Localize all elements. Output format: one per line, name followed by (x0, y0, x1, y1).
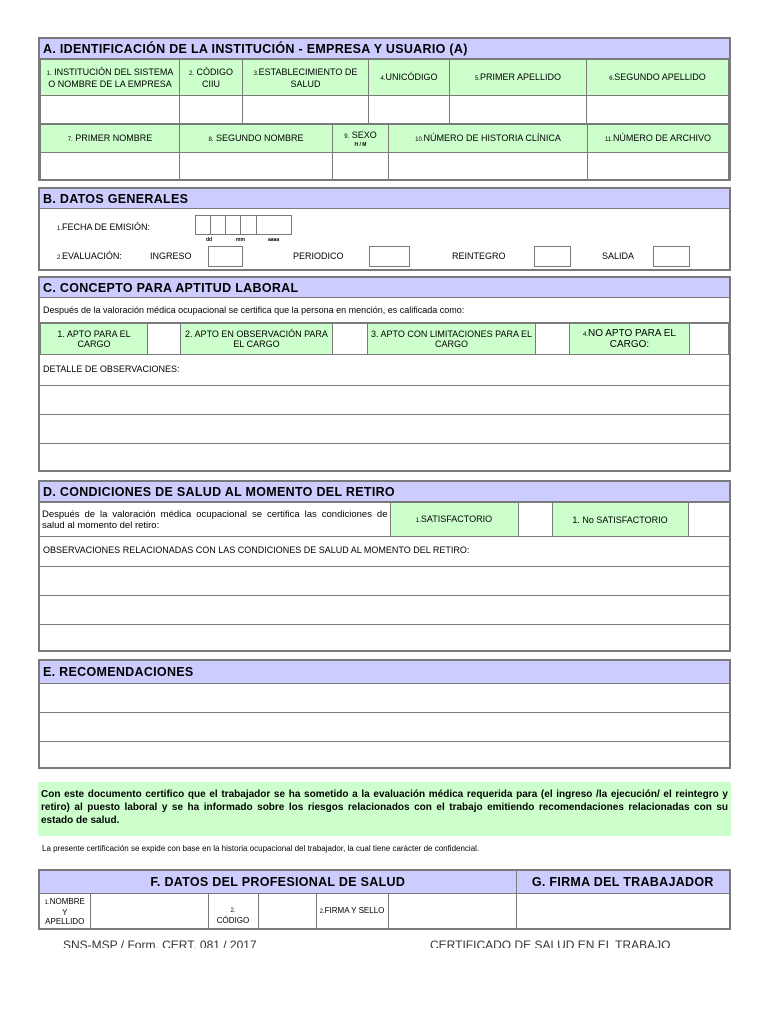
section-c-intro: Después de la valoración médica ocupacional se certifica que la persona en mención, es calificada como: (40, 298, 729, 323)
detalle-observaciones-label: DETALLE DE OBSERVACIONES: (40, 355, 729, 386)
section-c (38, 276, 731, 472)
input-primer-nombre[interactable] (41, 153, 180, 181)
fecha-aaaa[interactable] (256, 215, 292, 235)
no-apto-label: 4.NO APTO PARA EL CARGO: (570, 324, 690, 355)
input-historia-clinica[interactable] (389, 153, 588, 181)
aaaa-caption: aaaa (268, 237, 280, 243)
firma-sello-label: 2.FIRMA Y SELLO (316, 893, 388, 929)
input-institucion[interactable] (41, 96, 180, 124)
input-primer-apellido[interactable] (450, 96, 587, 124)
condiciones-options (40, 502, 729, 537)
observaciones-retiro-label: OBSERVACIONES RELACIONADAS CON LAS CONDICIONES DE SALUD AL MOMENTO DEL RETIRO: (40, 537, 729, 567)
ingreso-label: INGRESO (150, 251, 192, 261)
apto-label: 1. APTO PARA EL CARGO (41, 324, 148, 355)
section-g-header: G. FIRMA DEL TRABAJADOR (516, 871, 729, 893)
reintegro-checkbox[interactable] (534, 246, 571, 267)
label-codigo-ciiu: 2. CÓDIGO CIIU (180, 60, 243, 96)
salida-label: SALIDA (602, 251, 635, 261)
recomendaciones-line-1[interactable] (40, 684, 729, 713)
fecha-mm-1[interactable] (225, 215, 241, 235)
observaciones-line-3[interactable] (40, 444, 729, 471)
section-b (38, 187, 731, 271)
section-e (38, 659, 731, 769)
label-institucion: 1. INSTITUCIÓN DEL SISTEMA O NOMBRE DE LA EMPRESA (41, 60, 180, 96)
condiciones-intro: Después de la valoración médica ocupacional se certifica las condiciones de salud al momento del retiro: (40, 503, 390, 537)
label-primer-apellido: 5.PRIMER APELLIDO (450, 60, 587, 96)
section-d-header: D. CONDICIONES DE SALUD AL MOMENTO DEL RETIRO (40, 482, 729, 502)
section-e-header: E. RECOMENDACIONES (40, 661, 729, 684)
label-unicodigo: 4.UNICÓDIGO (369, 60, 450, 96)
label-establecimiento: 3.ESTABLECIMIENTO DE SALUD (243, 60, 369, 96)
satisfactorio-checkbox[interactable] (518, 503, 552, 537)
label-historia-clinica: 10.NÚMERO DE HISTORIA CLÍNICA (389, 125, 588, 153)
no-satisfactorio-label: 1. No SATISFACTORIO (552, 503, 688, 537)
retiro-line-2[interactable] (40, 596, 729, 625)
input-establecimiento[interactable] (243, 96, 369, 124)
confidencial-note: La presente certificación se expide con base en la historia ocupacional del trabajador, la cual tiene carácter de confidencial. (42, 844, 480, 853)
firma-trabajador-input[interactable] (516, 893, 729, 929)
label-segundo-nombre: 8. SEGUNDO NOMBRE (180, 125, 333, 153)
reintegro-label: REINTEGRO (452, 251, 506, 261)
fecha-dd-1[interactable] (195, 215, 211, 235)
firma-sello-input[interactable] (388, 893, 516, 929)
retiro-line-3[interactable] (40, 625, 729, 651)
fecha-mm-2[interactable] (240, 215, 257, 235)
recomendaciones-line-3[interactable] (40, 742, 729, 767)
input-codigo-ciiu[interactable] (180, 96, 243, 124)
apto-observacion-checkbox[interactable] (333, 324, 368, 355)
input-sexo[interactable] (333, 153, 389, 181)
footer-form-code: SNS-MSP / Form. CERT. 081 / 2017 (63, 938, 257, 948)
label-segundo-apellido: 6.SEGUNDO APELLIDO (587, 60, 729, 96)
apto-limitaciones-label: 3. APTO CON LIMITACIONES PARA EL CARGO (368, 324, 536, 355)
section-f-g-table (40, 871, 729, 929)
salida-checkbox[interactable] (653, 246, 690, 267)
fecha-emision-label: 1.FECHA DE EMISIÓN: (57, 222, 151, 232)
retiro-line-1[interactable] (40, 567, 729, 596)
nombre-apellido-input[interactable] (90, 893, 208, 929)
section-d (38, 480, 731, 652)
no-apto-checkbox[interactable] (690, 324, 729, 355)
section-a-table-2 (40, 124, 729, 181)
input-unicodigo[interactable] (369, 96, 450, 124)
footer-clip (0, 936, 768, 948)
section-b-header: B. DATOS GENERALES (40, 189, 729, 209)
section-f-g (38, 869, 731, 930)
no-satisfactorio-checkbox[interactable] (688, 503, 729, 537)
section-f-header: F. DATOS DEL PROFESIONAL DE SALUD (40, 871, 516, 893)
section-a-header: A. IDENTIFICACIÓN DE LA INSTITUCIÓN - EMPRESA Y USUARIO (A) (40, 39, 729, 59)
ingreso-checkbox[interactable] (208, 246, 243, 267)
mm-caption: mm (236, 237, 245, 243)
section-c-header: C. CONCEPTO PARA APTITUD LABORAL (40, 278, 729, 298)
label-sexo: 9. SEXO H / M (333, 125, 389, 153)
label-numero-archivo: 11.NÚMERO DE ARCHIVO (588, 125, 729, 153)
section-a-table (40, 59, 729, 124)
periodico-label: PERIODICO (293, 251, 344, 261)
input-segundo-apellido[interactable] (587, 96, 729, 124)
periodico-checkbox[interactable] (369, 246, 410, 267)
label-primer-nombre: 7. PRIMER NOMBRE (41, 125, 180, 153)
observaciones-line-2[interactable] (40, 415, 729, 444)
evaluacion-label: 2.EVALUACIÓN: (57, 251, 122, 261)
apto-observacion-label: 2. APTO EN OBSERVACIÓN PARA EL CARGO (181, 324, 333, 355)
apto-checkbox[interactable] (148, 324, 181, 355)
apto-limitaciones-checkbox[interactable] (536, 324, 570, 355)
observaciones-line-1[interactable] (40, 386, 729, 415)
nombre-apellido-label: 1.NOMBRE Y APELLIDO (40, 893, 90, 929)
codigo-input[interactable] (258, 893, 316, 929)
codigo-label: 2. CÓDIGO (208, 893, 258, 929)
aptitud-options (40, 323, 729, 355)
section-a (38, 37, 731, 181)
satisfactorio-label: 1.SATISFACTORIO (390, 503, 518, 537)
footer-form-title: CERTIFICADO DE SALUD EN EL TRABAJO (430, 938, 671, 948)
input-segundo-nombre[interactable] (180, 153, 333, 181)
dd-caption: dd (206, 237, 213, 243)
certificacion-box: Con este documento certifico que el trabajador se ha sometido a la evaluación médica requerida para (el ingreso /la ejecución/ el reintegro y retiro) al puesto laboral y se ha informado sobre los riesgos relacionados con el trabajo emitiendo recomendaciones relacionadas con su estado de salud. (38, 782, 731, 836)
fecha-dd-2[interactable] (210, 215, 226, 235)
recomendaciones-line-2[interactable] (40, 713, 729, 742)
input-numero-archivo[interactable] (588, 153, 729, 181)
